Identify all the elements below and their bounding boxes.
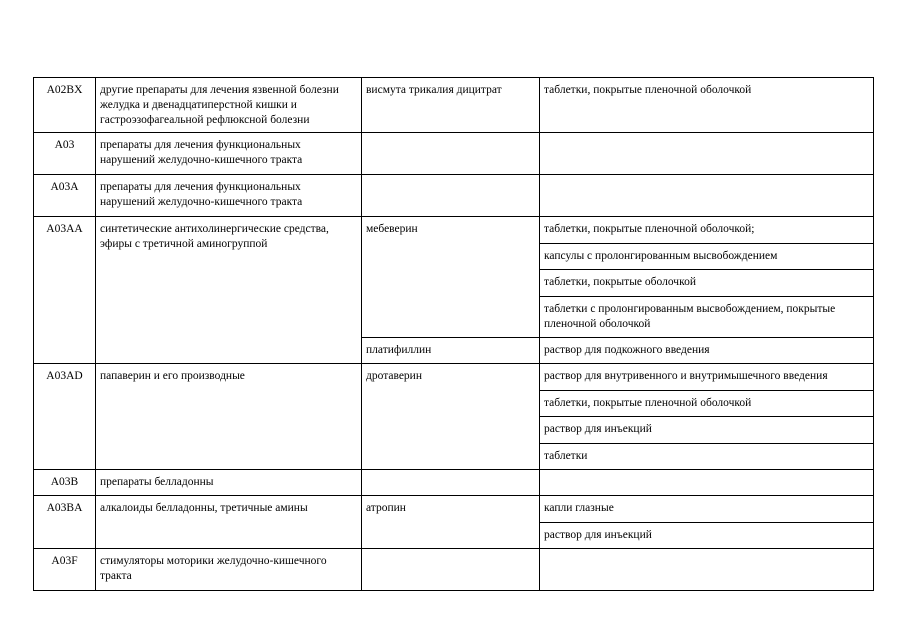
drug-classification-table [33,77,874,591]
drug-name: платифиллин [362,338,540,364]
dosage-form [540,175,874,217]
table-row [34,217,874,244]
atc-code: A02BX [34,78,96,133]
drug-name: атропин [362,496,540,549]
dosage-form [540,470,874,496]
dosage-form: капли глазные [540,496,874,523]
table-row [34,364,874,391]
group-name: препараты белладонны [96,470,362,496]
dosage-form: таблетки, покрытые пленочной оболочкой [540,391,874,417]
dosage-form [540,133,874,175]
group-name: стимуляторы моторики желудочно-кишечного тракта [96,549,362,591]
dosage-form: раствор для подкожного введения [540,338,874,364]
drug-name [362,133,540,175]
table-row [34,78,874,133]
drug-name: висмута трикалия дицитрат [362,78,540,133]
table-row [34,175,874,217]
dosage-form: таблетки, покрытые пленочной оболочкой [540,78,874,133]
drug-name [362,549,540,591]
table-row [34,549,874,591]
group-name: препараты для лечения функциональных нарушений желудочно-кишечного тракта [96,133,362,175]
atc-code: A03B [34,470,96,496]
group-name: алкалоиды белладонны, третичные амины [96,496,362,549]
atc-code: A03F [34,549,96,591]
group-name: другие препараты для лечения язвенной болезни желудка и двенадцатиперстной кишки и гастроэзофагеальной рефлюксной болезни [96,78,362,133]
atc-code: A03BA [34,496,96,549]
table-row [34,470,874,496]
dosage-form: таблетки, покрытые оболочкой [540,270,874,297]
dosage-form: таблетки, покрытые пленочной оболочкой; [540,217,874,244]
group-name: синтетические антихолинергические средства, эфиры с третичной аминогруппой [96,217,362,364]
atc-code: A03 [34,133,96,175]
drug-name: мебеверин [362,217,540,338]
table-row [34,496,874,523]
drug-name [362,175,540,217]
atc-code: A03A [34,175,96,217]
dosage-form [540,549,874,591]
dosage-form: таблетки [540,444,874,470]
drug-name [362,470,540,496]
table-row [34,133,874,175]
dosage-form: раствор для инъекций [540,417,874,444]
atc-code: A03AD [34,364,96,470]
dosage-form: раствор для внутривенного и внутримышечного введения [540,364,874,391]
group-name: препараты для лечения функциональных нарушений желудочно-кишечного тракта [96,175,362,217]
group-name: папаверин и его производные [96,364,362,470]
dosage-form: раствор для инъекций [540,523,874,549]
dosage-form: капсулы с пролонгированным высвобождением [540,244,874,270]
atc-code: A03AA [34,217,96,364]
drug-name: дротаверин [362,364,540,470]
dosage-form: таблетки с пролонгированным высвобождением, покрытые пленочной оболочкой [540,297,874,338]
